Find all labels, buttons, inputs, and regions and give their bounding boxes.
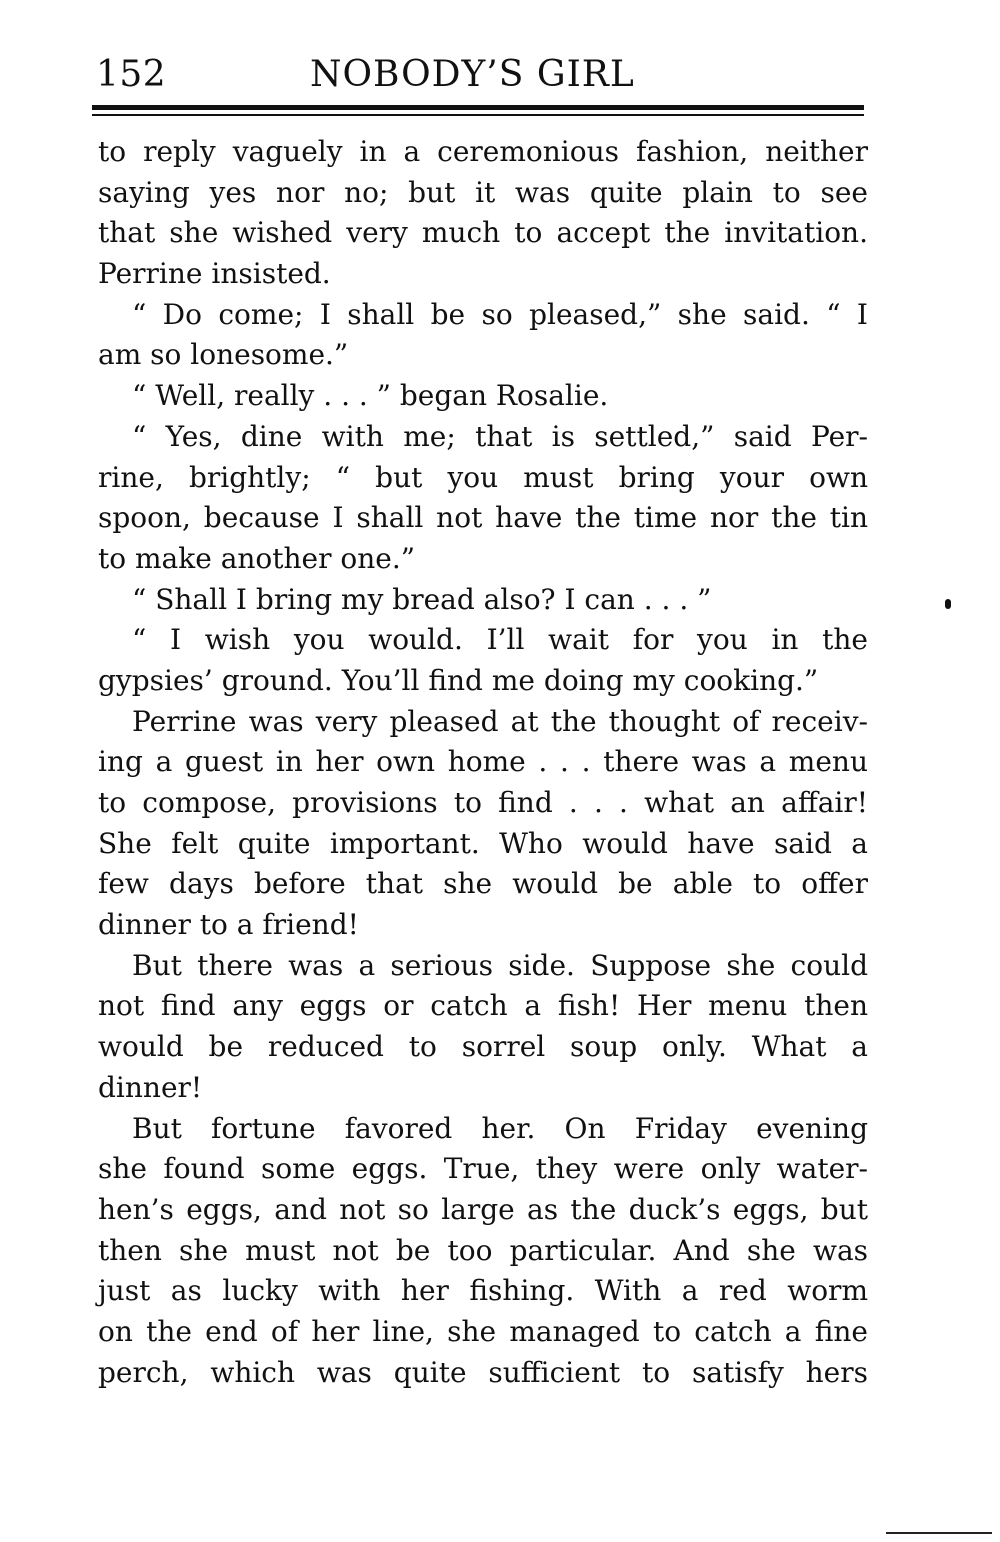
text-line: am so lonesome.” — [98, 338, 349, 372]
corner-rule — [886, 1532, 992, 1534]
text-line: perch, which was quite sufficient to satisfy hers — [98, 1355, 868, 1389]
text-line: rine, brightly; “ but you must bring your own — [98, 460, 868, 494]
text-line: hen’s eggs, and not so large as the duck’s eggs, but — [98, 1192, 868, 1226]
body-text — [98, 132, 868, 1393]
text-line: to reply vaguely in a ceremonious fashion, neither — [98, 135, 868, 168]
text-line: would be reduced to sorrel soup only. What a — [98, 1030, 868, 1064]
text-line: just as lucky with her fishing. With a red worm — [98, 1274, 868, 1308]
text-line: few days before that she would be able to offer — [98, 867, 868, 901]
running-title: NOBODY’S GIRL — [310, 54, 635, 95]
text-line: dinner! — [98, 1070, 203, 1104]
text-line: then she must not be too particular. And she was — [98, 1233, 868, 1267]
text-line: not find any eggs or catch a fish! Her menu then — [98, 989, 868, 1023]
text-line: she found some eggs. True, they were only water- — [98, 1152, 868, 1186]
stray-ink-mark — [945, 599, 951, 609]
text-line: “ Shall I bring my bread also? I can . . . ” — [132, 582, 712, 616]
running-head — [96, 52, 866, 98]
text-line: to compose, provisions to find . . . what an affair! — [98, 786, 868, 819]
text-line: to make another one.” — [98, 541, 416, 575]
text-line: on the end of her line, she managed to catch a fine — [98, 1314, 868, 1348]
text-line: She felt quite important. Who would have said a — [98, 826, 868, 860]
text-line: spoon, because I shall not have the time nor the tin — [98, 501, 868, 535]
text-line: But fortune favored her. On Friday evening — [132, 1111, 868, 1145]
text-line: “ Yes, dine with me; that is settled,” said Per- — [132, 419, 868, 453]
text-line: saying yes nor no; but it was quite plain to see — [98, 175, 868, 209]
text-line: gypsies’ ground. You’ll find me doing my cooking.” — [98, 663, 819, 697]
text-line: Perrine insisted. — [98, 257, 331, 291]
text-line: “ I wish you would. I’ll wait for you in the — [132, 623, 868, 657]
page-number: 152 — [96, 54, 167, 95]
text-line: “ Well, really . . . ” began Rosalie. — [132, 379, 609, 413]
header-rule-thin — [92, 114, 864, 116]
text-line: Perrine was very pleased at the thought of receiv- — [132, 704, 868, 738]
header-rule-thick — [92, 105, 864, 110]
text-line: dinner to a friend! — [98, 908, 359, 942]
text-line: “ Do come; I shall be so pleased,” she said. “ I — [132, 297, 868, 331]
text-line: ing a guest in her own home . . . there was a menu — [98, 745, 868, 779]
text-line: But there was a serious side. Suppose she could — [132, 948, 868, 982]
text-line: that she wished very much to accept the invitation. — [98, 216, 868, 250]
